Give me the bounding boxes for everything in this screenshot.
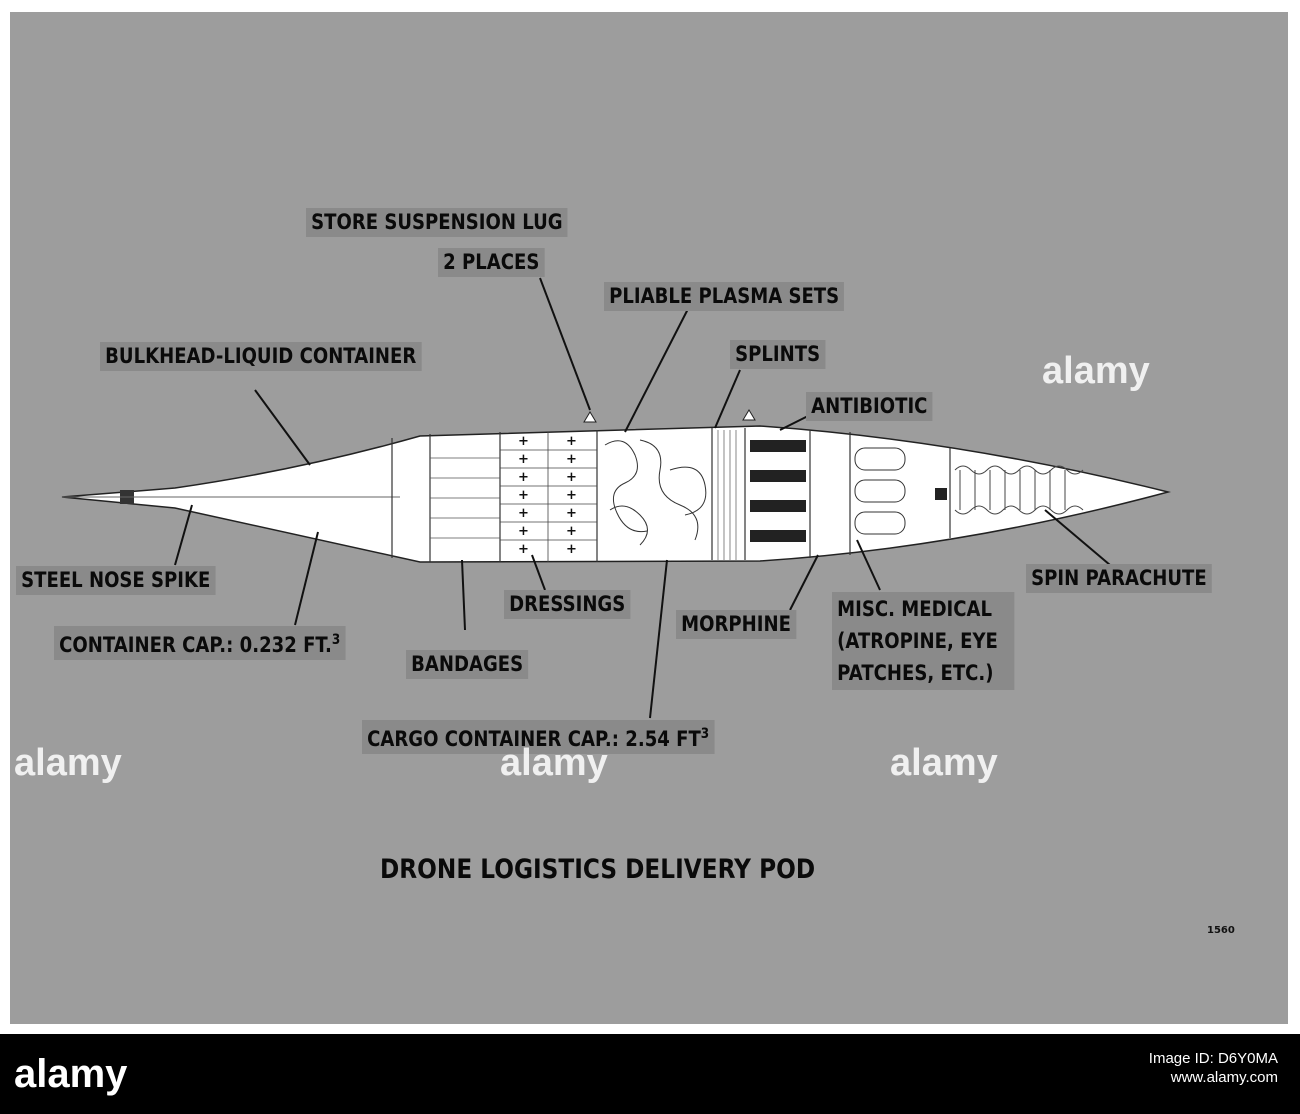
- label-spin-parachute: SPIN PARACHUTE: [1026, 564, 1212, 593]
- chute-fitting: [935, 488, 947, 500]
- image-id: Image ID: D6Y0MA: [1148, 1050, 1278, 1067]
- watermark: alamy: [14, 742, 122, 784]
- footer-brand: alamy: [14, 1052, 128, 1096]
- svg-text:+: +: [566, 470, 577, 485]
- misc-line-2: (ATROPINE, EYE: [837, 629, 998, 653]
- svg-text:+: +: [518, 434, 529, 449]
- watermark: alamy: [500, 742, 608, 784]
- label-dressings: DRESSINGS: [504, 590, 630, 619]
- svg-text:+: +: [566, 488, 577, 503]
- svg-text:+: +: [566, 524, 577, 539]
- label-bulkhead: BULKHEAD-LIQUID CONTAINER: [100, 342, 421, 371]
- svg-text:+: +: [518, 524, 529, 539]
- svg-text:+: +: [566, 452, 577, 467]
- svg-text:+: +: [518, 488, 529, 503]
- label-store-lug: STORE SUSPENSION LUG: [306, 208, 568, 237]
- watermark: alamy: [890, 742, 998, 784]
- label-cargo-cap: CARGO CONTAINER CAP.: 2.54 $FT^3$: [362, 720, 714, 754]
- svg-text:+: +: [518, 542, 529, 557]
- svg-text:+: +: [518, 470, 529, 485]
- label-store-lug-places: 2 PLACES: [438, 248, 545, 277]
- footer-band: [0, 1034, 1300, 1114]
- label-splints: SPLINTS: [730, 340, 825, 369]
- misc-line-1: MISC. MEDICAL: [837, 597, 993, 621]
- svg-text:+: +: [518, 452, 529, 467]
- suspension-lug-fwd: [584, 412, 596, 422]
- svg-text:+: +: [566, 434, 577, 449]
- label-plasma-sets: PLIABLE PLASMA SETS: [604, 282, 844, 311]
- svg-text:+: +: [518, 506, 529, 521]
- diagram-title: DRONE LOGISTICS DELIVERY POD: [380, 854, 816, 885]
- label-nose-spike: STEEL NOSE SPIKE: [16, 566, 216, 595]
- label-container-cap: CONTAINER CAP.: 0.232 FT.$^3$: [54, 626, 345, 660]
- suspension-lug-aft: [743, 410, 755, 420]
- svg-text:+: +: [566, 506, 577, 521]
- misc-line-3: PATCHES, ETC.): [837, 661, 994, 685]
- pod-body: [62, 426, 1168, 562]
- footer-stock-info: [1149, 1049, 1278, 1087]
- svg-text:+: +: [566, 542, 577, 557]
- watermark: alamy: [1042, 350, 1150, 392]
- label-bandages: BANDAGES: [406, 650, 528, 679]
- label-morphine: MORPHINE: [676, 610, 796, 639]
- label-antibiotic: ANTIBIOTIC: [806, 392, 933, 421]
- figure-number: 1560: [1207, 925, 1235, 936]
- label-misc-medical: [832, 592, 1014, 690]
- site-url: www.alamy.com: [1170, 1069, 1278, 1086]
